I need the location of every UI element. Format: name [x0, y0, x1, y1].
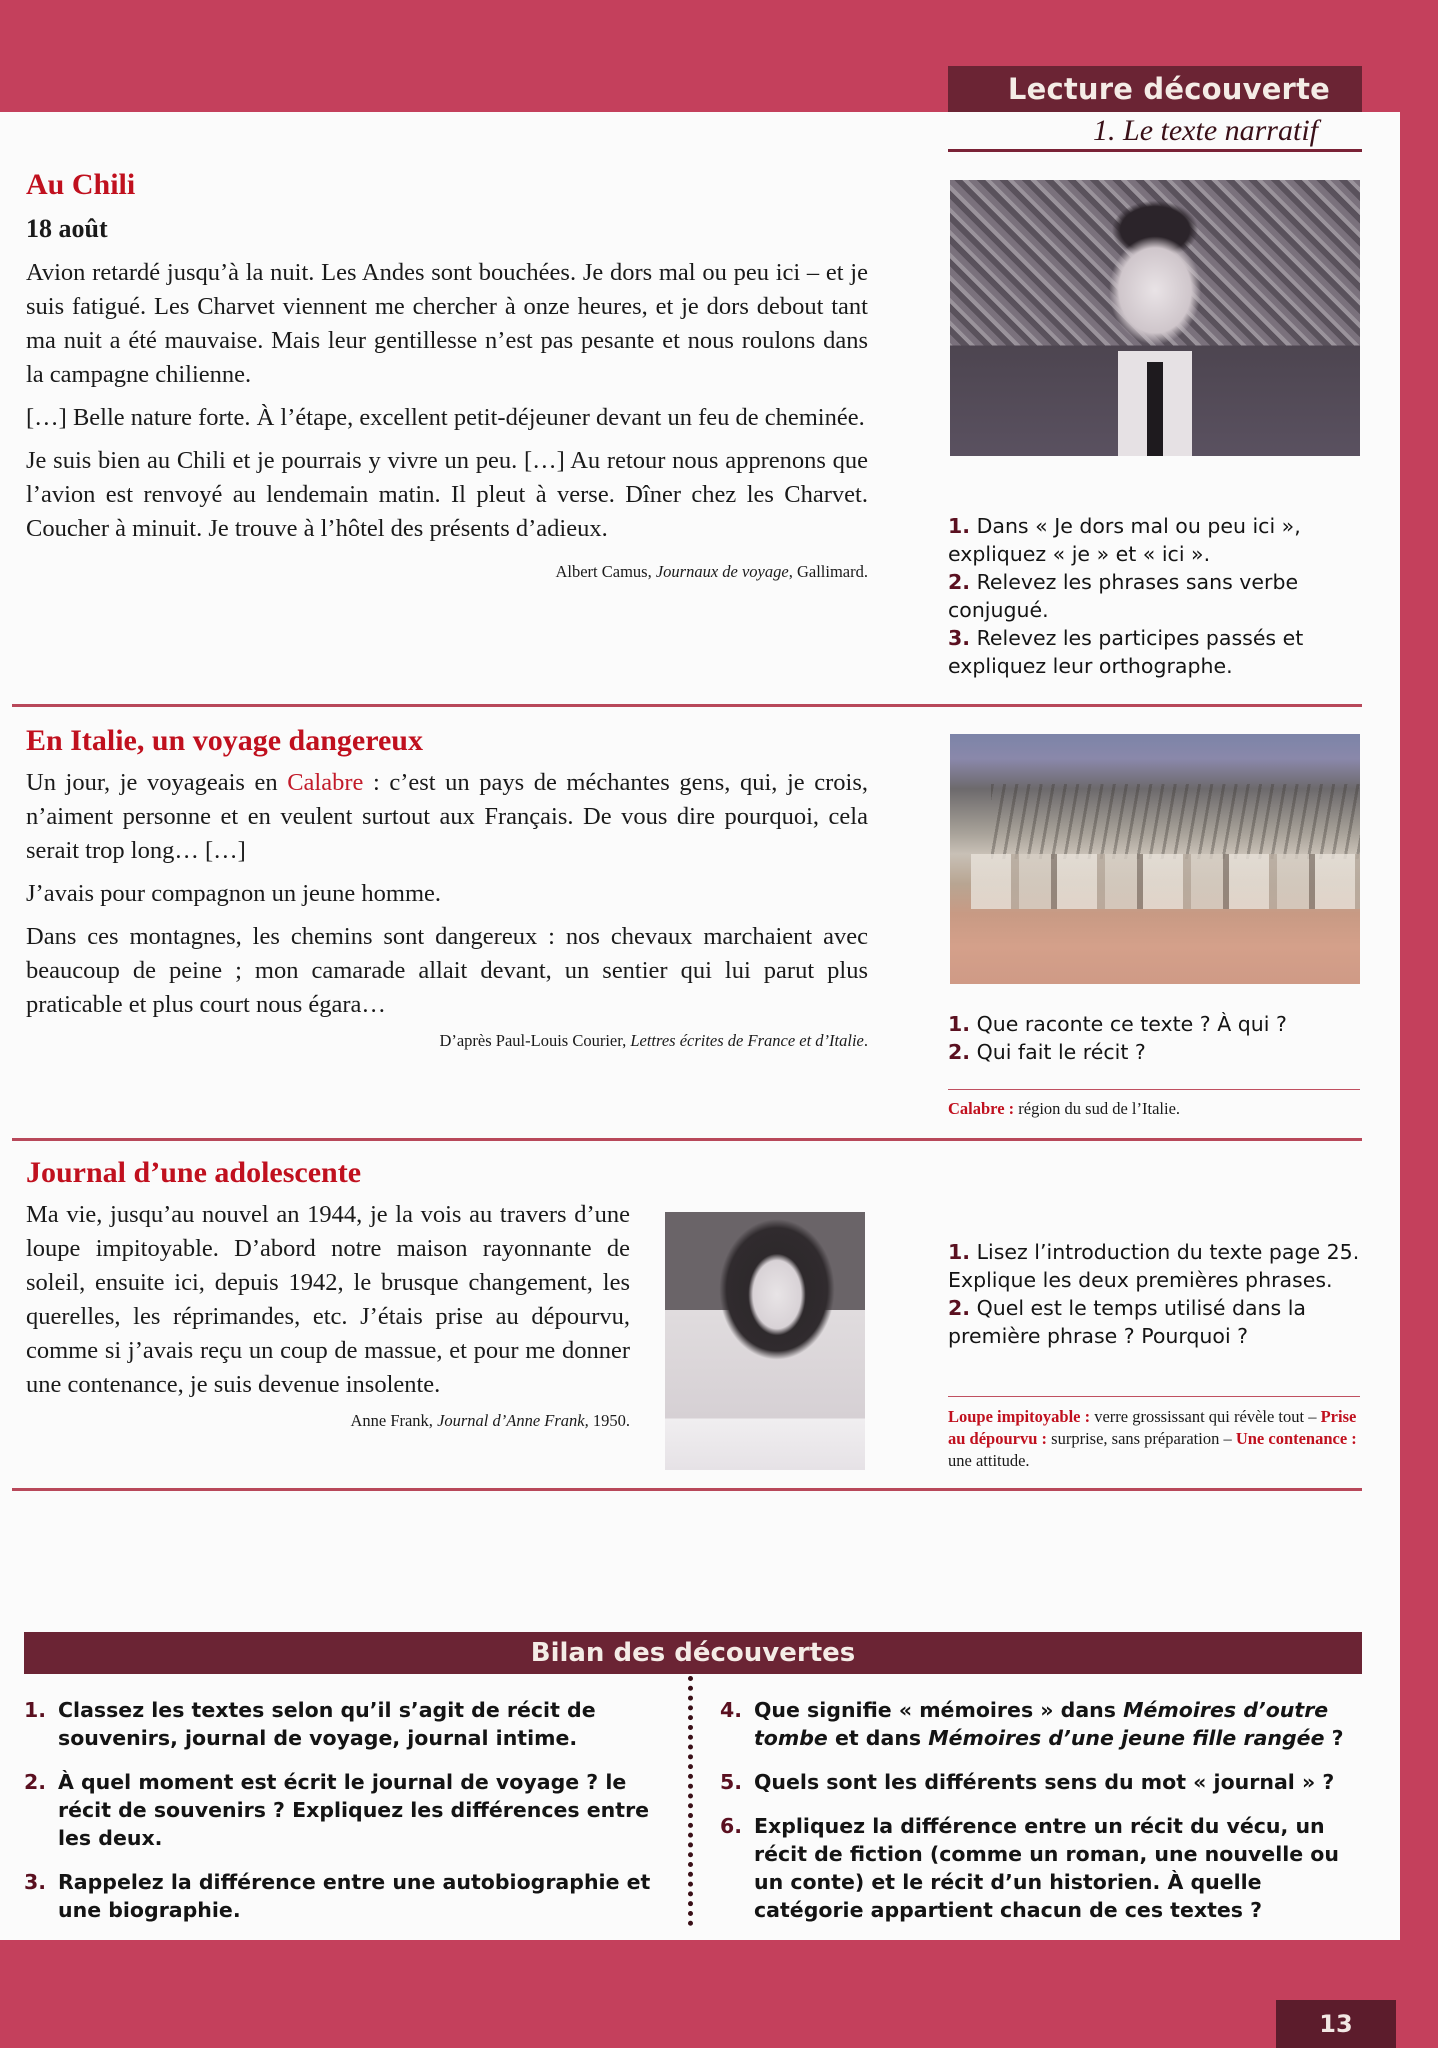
questions-journal [948, 1238, 1360, 1350]
question-item: 2. Quel est le temps utilisé dans la première phrase ? Pourquoi ? [948, 1296, 1306, 1348]
bilan-question: 3. Rappelez la différence entre une autobiographie et une biographie. [24, 1870, 651, 1922]
section-divider [12, 1488, 1362, 1491]
bilan-question: 6. Expliquez la différence entre un récit du vécu, un récit de fiction (comme un roman, une nouvelle ou un conte) et le récit d’un historien. À quelle catégorie appartient chacun de ces textes ? [720, 1814, 1339, 1922]
section-banner [948, 66, 1362, 112]
page-number: 13 [1276, 2000, 1396, 2048]
questions-en-italie [948, 1010, 1358, 1066]
text-title: Journal d’une adolescente [26, 1156, 362, 1189]
source-citation: Anne Frank, Journal d’Anne Frank, 1950. [350, 1411, 630, 1430]
source-citation: Albert Camus, Journaux de voyage, Gallimard. [555, 562, 868, 581]
bilan-question: 5. Quels sont les différents sens du mot « journal » ? [720, 1770, 1335, 1794]
bilan-question: 1. Classez les textes selon qu’il s’agit de récit de souvenirs, journal de voyage, journal intime. [24, 1698, 596, 1750]
glossary-divider [948, 1089, 1360, 1090]
section-divider [12, 704, 1362, 707]
column-divider-dotted [688, 1676, 693, 1926]
bilan-left-column [24, 1696, 664, 1940]
question-item: 3. Relevez les participes passés et expliquez leur orthographe. [948, 626, 1304, 678]
paragraph: Je suis bien au Chili et je pourrais y vivre un peu. […] Au retour nous apprenons que l’avion est renvoyé au lendemain matin. Il pleut à verse. Dîner chez les Charvet. Coucher à minuit. Je trouve à l’hôtel des présents d’adieux. [26, 447, 868, 542]
bilan-title: Bilan des découvertes [530, 1638, 856, 1668]
bilan-question: 2. À quel moment est écrit le journal de voyage ? le récit de souvenirs ? Expliquez les différences entre les deux. [24, 1770, 650, 1850]
text-title: Au Chili [26, 168, 136, 201]
question-item: 2. Relevez les phrases sans verbe conjugué. [948, 570, 1299, 622]
question-item: 1. Dans « Je dors mal ou peu ici », expliquez « je » et « ici ». [948, 514, 1301, 566]
chapter-title: 1. Le texte narratif [948, 112, 1362, 152]
bilan-right-column [720, 1696, 1360, 1940]
paragraph: Ma vie, jusqu’au nouvel an 1944, je la vois au travers d’une loupe impitoyable. D’abord notre maison rayonnante de soleil, ensuite ici, depuis 1942, le brusque changement, les querelles, les réprimandes, etc. J’étais prise au dépourvu, comme si j’avais reçu un coup de massue, et pour me donner une contenance, je suis devenue insolente. [26, 1201, 630, 1398]
camus-photo [950, 180, 1360, 456]
paragraph: […] Belle nature forte. À l’étape, excellent petit-déjeuner devant un feu de cheminée. [26, 404, 865, 431]
question-item: 2. Qui fait le récit ? [948, 1040, 1146, 1064]
question-item: 1. Lisez l’introduction du texte page 25. Explique les deux premières phrases. [948, 1240, 1360, 1292]
diary-date: 18 août [26, 214, 108, 243]
text-en-italie [26, 724, 868, 1051]
glossary-en-italie: Calabre : région du sud de l’Italie. [948, 1099, 1181, 1118]
question-item: 1. Que raconte ce texte ? À qui ? [948, 1012, 1287, 1036]
bilan-question: 4. Que signifie « mémoires » dans Mémoires d’outre tombe et dans Mémoires d’une jeune fille rangée ? [720, 1698, 1344, 1750]
glossary-divider [948, 1396, 1360, 1397]
glossary-link-calabre: Calabre [287, 769, 364, 796]
paragraph: J’avais pour compagnon un jeune homme. [26, 880, 442, 907]
paragraph: Dans ces montagnes, les chemins sont dangereux : nos chevaux marchaient avec beaucoup de peine ; mon camarade allait devant, un sentier qui lui parut plus praticable et plus court nous égara… [26, 923, 868, 1018]
section-divider [12, 1138, 1362, 1141]
paragraph: Avion retardé jusqu’à la nuit. Les Andes sont bouchées. Je dors mal ou peu ici – et je suis fatigué. Les Charvet viennent me chercher à onze heures, et je dors debout tant ma nuit a été mauvaise. Mais leur gentillesse n’est pas pesante et nous roulons dans la campagne chilienne. [26, 259, 868, 388]
paragraph: Un jour, je voyageais en Calabre : c’est un pays de méchantes gens, qui, je crois, n’aiment personne et en veulent surtout aux Français. De vous dire pourquoi, cela serait trop long… […] [26, 769, 868, 864]
text-title: En Italie, un voyage dangereux [26, 724, 423, 757]
anne-frank-photo [665, 1212, 865, 1470]
text-au-chili [26, 168, 868, 582]
text-journal-adolescente [26, 1156, 630, 1431]
glossary-journal: Loupe impitoyable : verre grossissant qui révèle tout – Prise au dépourvu : surprise, sans préparation – Une contenance : une attitude. [948, 1407, 1357, 1470]
calabria-landscape-photo [950, 734, 1360, 984]
bilan-banner [24, 1632, 1362, 1674]
source-citation: D’après Paul-Louis Courier, Lettres écrites de France et d’Italie. [439, 1031, 868, 1050]
section-label: Lecture découverte [1007, 72, 1330, 106]
questions-au-chili [948, 512, 1358, 680]
